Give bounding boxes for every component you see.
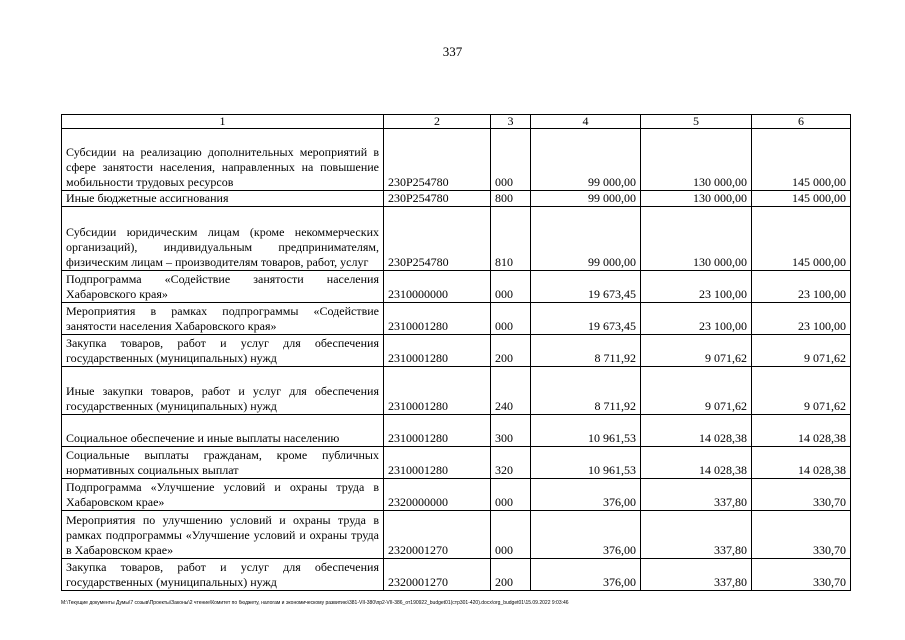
row-name: Мероприятия в рамках подпрограммы «Содействие занятости населения Хабаровского края»	[62, 303, 384, 335]
row-value-5: 14 028,38	[641, 447, 752, 479]
row-code: 2320000000	[384, 479, 491, 511]
row-value-4: 10 961,53	[531, 415, 641, 447]
row-value-5: 14 028,38	[641, 415, 752, 447]
row-value-6: 14 028,38	[752, 415, 851, 447]
row-code: 2310001280	[384, 367, 491, 415]
table-row	[62, 129, 851, 191]
table-row	[62, 303, 851, 335]
row-value-4: 19 673,45	[531, 271, 641, 303]
row-value-5: 9 071,62	[641, 367, 752, 415]
row-value-4: 99 000,00	[531, 129, 641, 191]
row-value-5: 130 000,00	[641, 191, 752, 207]
row-vr: 000	[491, 129, 531, 191]
row-name: Подпрограмма «Содействие занятости населения Хабаровского края»	[62, 271, 384, 303]
table-row	[62, 479, 851, 511]
row-name: Закупка товаров, работ и услуг для обеспечения государственных (муниципальных) нужд	[62, 559, 384, 591]
row-value-6: 330,70	[752, 479, 851, 511]
row-vr: 000	[491, 479, 531, 511]
row-value-6: 330,70	[752, 559, 851, 591]
row-code: 230P254780	[384, 191, 491, 207]
row-value-6: 9 071,62	[752, 367, 851, 415]
column-header: 1	[62, 115, 384, 129]
row-value-5: 337,80	[641, 559, 752, 591]
table-row	[62, 447, 851, 479]
row-value-6: 145 000,00	[752, 129, 851, 191]
table-row	[62, 271, 851, 303]
row-value-6: 330,70	[752, 511, 851, 559]
row-value-4: 10 961,53	[531, 447, 641, 479]
row-name: Субсидии на реализацию дополнительных мероприятий в сфере занятости населения, направленных на повышение мобильности трудовых ресурсов	[62, 129, 384, 191]
row-vr: 300	[491, 415, 531, 447]
row-name: Иные закупки товаров, работ и услуг для обеспечения государственных (муниципальных) нужд	[62, 367, 384, 415]
row-value-4: 99 000,00	[531, 191, 641, 207]
table-row	[62, 335, 851, 367]
row-code: 2320001270	[384, 511, 491, 559]
row-name: Закупка товаров, работ и услуг для обеспечения государственных (муниципальных) нужд	[62, 335, 384, 367]
row-value-6: 23 100,00	[752, 303, 851, 335]
table-row	[62, 207, 851, 271]
row-value-4: 8 711,92	[531, 335, 641, 367]
row-vr: 240	[491, 367, 531, 415]
row-vr: 000	[491, 303, 531, 335]
row-value-6: 145 000,00	[752, 191, 851, 207]
row-vr: 000	[491, 271, 531, 303]
column-header: 2	[384, 115, 491, 129]
row-value-5: 337,80	[641, 511, 752, 559]
row-name: Субсидии юридическим лицам (кроме некоммерческих организаций), индивидуальным предпринимателям, физическим лицам – производителям товаров, работ, услуг	[62, 207, 384, 271]
row-value-4: 376,00	[531, 511, 641, 559]
row-value-4: 376,00	[531, 479, 641, 511]
column-header: 5	[641, 115, 752, 129]
row-value-4: 376,00	[531, 559, 641, 591]
row-vr: 200	[491, 335, 531, 367]
row-vr: 320	[491, 447, 531, 479]
row-name: Социальные выплаты гражданам, кроме публичных нормативных социальных выплат	[62, 447, 384, 479]
column-header: 4	[531, 115, 641, 129]
table-row	[62, 511, 851, 559]
row-value-6: 14 028,38	[752, 447, 851, 479]
row-name: Подпрограмма «Улучшение условий и охраны труда в Хабаровском крае»	[62, 479, 384, 511]
row-vr: 000	[491, 511, 531, 559]
row-value-4: 99 000,00	[531, 207, 641, 271]
row-name: Мероприятия по улучшению условий и охраны труда в рамках подпрограммы «Улучшение условий и охраны труда в Хабаровском крае»	[62, 511, 384, 559]
column-header: 3	[491, 115, 531, 129]
table-row	[62, 415, 851, 447]
row-code: 230P254780	[384, 129, 491, 191]
row-code: 2310000000	[384, 271, 491, 303]
row-code: 2310001280	[384, 447, 491, 479]
table-row	[62, 559, 851, 591]
row-value-6: 9 071,62	[752, 335, 851, 367]
row-name: Иные бюджетные ассигнования	[62, 191, 384, 207]
budget-table	[61, 114, 851, 591]
row-value-4: 8 711,92	[531, 367, 641, 415]
row-value-5: 337,80	[641, 479, 752, 511]
row-name: Социальное обеспечение и иные выплаты населению	[62, 415, 384, 447]
row-code: 2310001280	[384, 415, 491, 447]
row-value-5: 23 100,00	[641, 303, 752, 335]
row-code: 230P254780	[384, 207, 491, 271]
row-value-6: 23 100,00	[752, 271, 851, 303]
row-value-5: 23 100,00	[641, 271, 752, 303]
row-value-6: 145 000,00	[752, 207, 851, 271]
row-value-5: 130 000,00	[641, 207, 752, 271]
document-footer-path: М:\Текущие документы Думы\7 созыв\Проекты\Законы\2 чтение\Комитет по бюджету, налогам и экономическому развитию\381-VII-380\пр2-VII-386_от190922_budget01(стр301-420).docx\org_budget01\15.09.2022 9:03:46	[61, 600, 569, 606]
row-vr: 200	[491, 559, 531, 591]
row-code: 2310001280	[384, 335, 491, 367]
row-value-4: 19 673,45	[531, 303, 641, 335]
row-code: 2320001270	[384, 559, 491, 591]
column-header: 6	[752, 115, 851, 129]
row-vr: 800	[491, 191, 531, 207]
row-vr: 810	[491, 207, 531, 271]
row-value-5: 130 000,00	[641, 129, 752, 191]
page-number: 337	[442, 44, 463, 59]
table-row	[62, 191, 851, 207]
table-header-row	[62, 115, 851, 129]
row-code: 2310001280	[384, 303, 491, 335]
table-row	[62, 367, 851, 415]
row-value-5: 9 071,62	[641, 335, 752, 367]
